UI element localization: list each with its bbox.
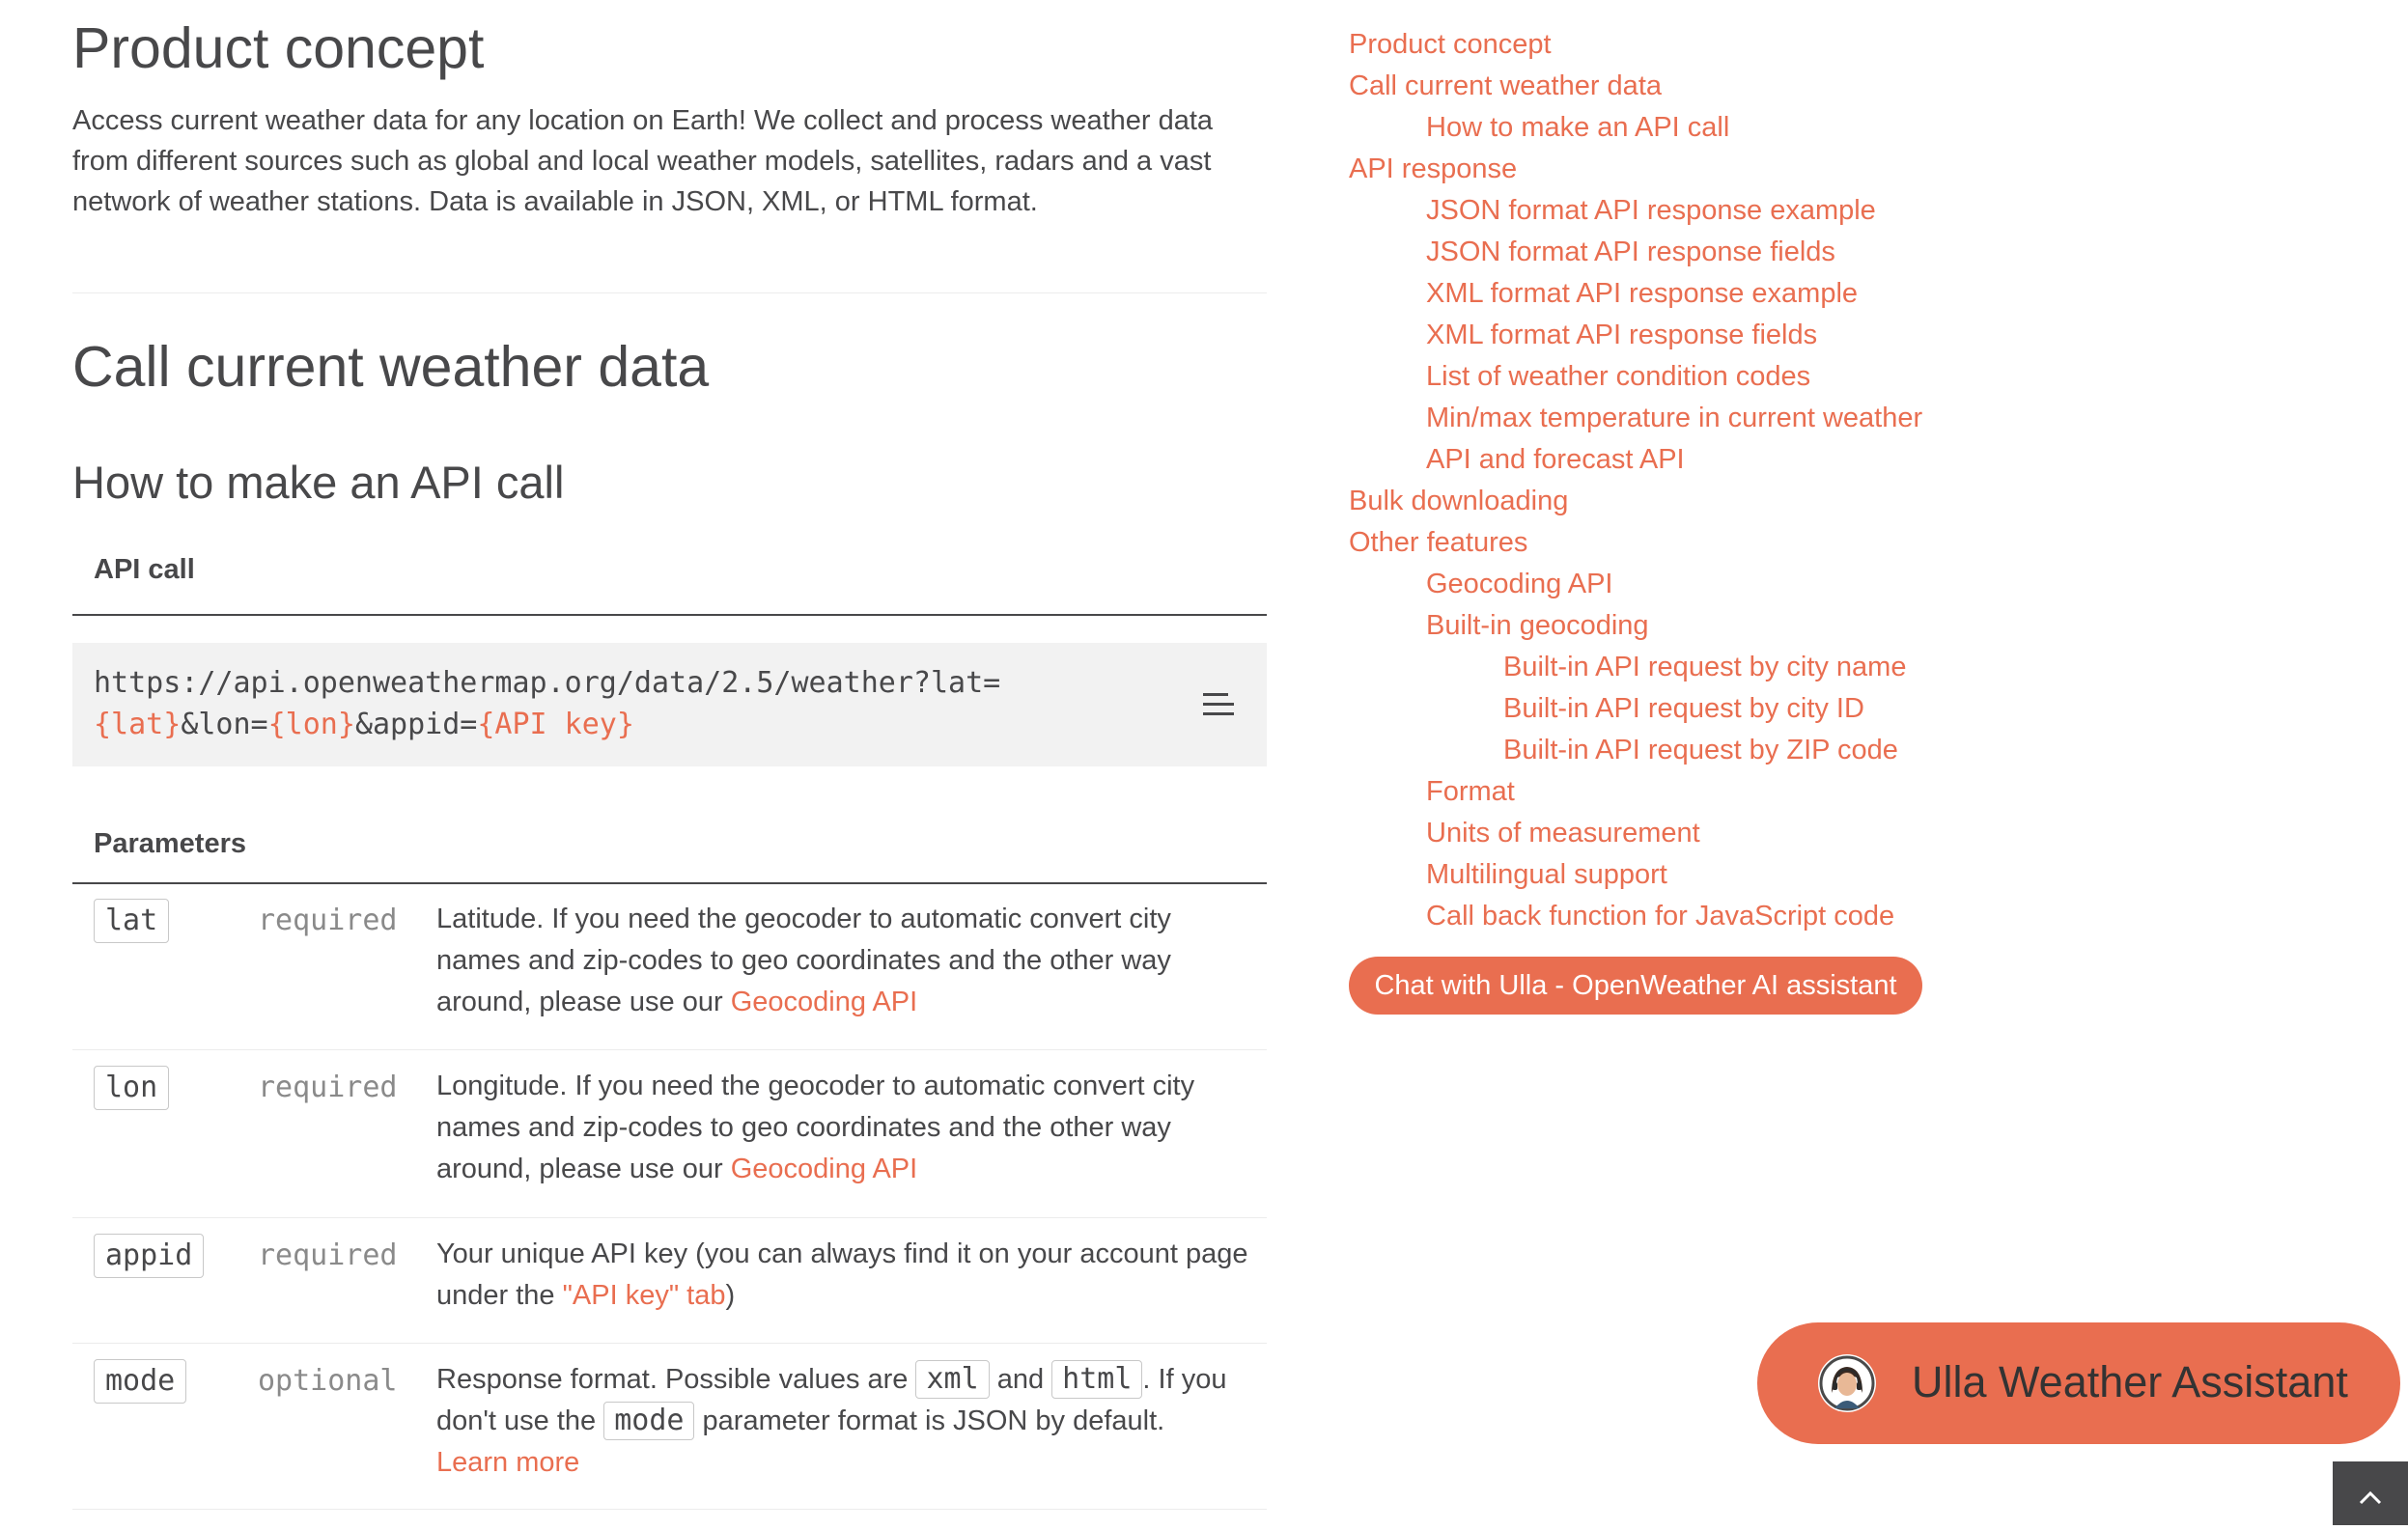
code-xml: xml	[915, 1360, 989, 1399]
toc-format[interactable]: Format	[1426, 776, 1515, 807]
toc-geocoding-api[interactable]: Geocoding API	[1426, 569, 1613, 599]
section-divider	[72, 292, 1267, 293]
api-call-label: API call	[94, 554, 195, 585]
param-row-lon	[72, 1050, 1267, 1218]
code-mode: mode	[603, 1402, 694, 1440]
code-html: html	[1051, 1360, 1142, 1399]
parameters-rule	[72, 882, 1267, 884]
toc-call-current-weather-data[interactable]: Call current weather data	[1349, 70, 1662, 101]
toc-other-features[interactable]: Other features	[1349, 527, 1528, 558]
chevron-up-icon	[2333, 1461, 2408, 1525]
toc-how-to-make-api-call[interactable]: How to make an API call	[1426, 112, 1730, 143]
geocoding-api-link[interactable]: Geocoding API	[730, 987, 918, 1017]
toc-callback-function[interactable]: Call back function for JavaScript code	[1426, 901, 1895, 932]
toc-min-max-temperature[interactable]: Min/max temperature in current weather	[1426, 403, 1923, 433]
param-row-lat	[72, 888, 1267, 1050]
toc-multilingual-support[interactable]: Multilingual support	[1426, 859, 1667, 890]
api-call-code-block[interactable]	[72, 643, 1267, 766]
param-description: Latitude. If you need the geocoder to automatic convert city names and zip-codes to geo coordinates and the other way around, please use our Geocoding API	[436, 904, 1171, 1017]
toc-xml-response-example[interactable]: XML format API response example	[1426, 278, 1859, 309]
param-row-appid	[72, 1218, 1267, 1344]
param-description: Longitude. If you need the geocoder to automatic convert city names and zip-codes to geo coordinates and the other way around, please use our Geocoding API	[436, 1071, 1195, 1184]
param-name: mode	[94, 1359, 186, 1404]
toc-units-of-measurement[interactable]: Units of measurement	[1426, 818, 1700, 848]
ulla-assistant-label: Ulla Weather Assistant	[1912, 1357, 2348, 1406]
call-weather-heading: Call current weather data	[72, 335, 710, 399]
how-to-api-call-heading: How to make an API call	[72, 457, 565, 508]
toc-json-response-fields[interactable]: JSON format API response fields	[1426, 236, 1835, 267]
param-name: lon	[94, 1066, 169, 1110]
param-name: appid	[94, 1234, 204, 1278]
toc-request-by-city-name[interactable]: Built-in API request by city name	[1503, 652, 1907, 682]
toc-request-by-city-id[interactable]: Built-in API request by city ID	[1503, 693, 1864, 724]
api-call-rule	[72, 614, 1267, 616]
ulla-assistant-widget[interactable]	[1757, 1322, 2400, 1444]
toc-xml-response-fields[interactable]: XML format API response fields	[1426, 320, 1818, 350]
toc-api-response[interactable]: API response	[1349, 153, 1518, 184]
toc-product-concept[interactable]: Product concept	[1349, 29, 1552, 60]
learn-more-link[interactable]: Learn more	[436, 1447, 580, 1478]
toc-request-by-zip-code[interactable]: Built-in API request by ZIP code	[1503, 735, 1898, 765]
scroll-to-top-button[interactable]	[2333, 1461, 2408, 1525]
param-requirement: required	[258, 904, 398, 937]
param-row-mode	[72, 1344, 1267, 1510]
api-call-url: https://api.openweathermap.org/data/2.5/weather?lat= {lat}&lon={lon}&appid={API key}	[94, 666, 1001, 741]
toc-built-in-geocoding[interactable]: Built-in geocoding	[1426, 610, 1649, 641]
toc-bulk-downloading[interactable]: Bulk downloading	[1349, 486, 1569, 516]
param-requirement: required	[258, 1238, 398, 1272]
chat-with-ulla-button[interactable]: Chat with Ulla - OpenWeather AI assistant	[1349, 957, 1922, 1015]
param-requirement: optional	[258, 1364, 398, 1398]
menu-lines-icon[interactable]	[1203, 693, 1234, 718]
param-description: Response format. Possible values are xml and html . If you don't use the mode parameter format is JSON by default. Learn more	[436, 1362, 1227, 1478]
api-key-tab-link[interactable]: "API key" tab	[562, 1280, 726, 1311]
param-requirement: required	[258, 1071, 398, 1104]
product-concept-text: Access current weather data for any location on Earth! We collect and process weather data from different sources such as global and local weather models, satellites, radars and a vast network of weather stations. Data is available in JSON, XML, or HTML format.	[72, 105, 1214, 217]
param-name: lat	[94, 899, 169, 943]
geocoding-api-link[interactable]: Geocoding API	[730, 1154, 918, 1184]
toc-weather-condition-codes[interactable]: List of weather condition codes	[1426, 361, 1811, 392]
toc-api-and-forecast-api[interactable]: API and forecast API	[1426, 444, 1685, 475]
toc-json-response-example[interactable]: JSON format API response example	[1426, 195, 1876, 226]
assistant-avatar-icon	[1818, 1354, 1876, 1412]
product-concept-heading: Product concept	[72, 16, 485, 80]
parameters-label: Parameters	[94, 828, 246, 859]
param-description: Your unique API key (you can always find it on your account page under the "API key" tab)	[436, 1238, 1248, 1311]
